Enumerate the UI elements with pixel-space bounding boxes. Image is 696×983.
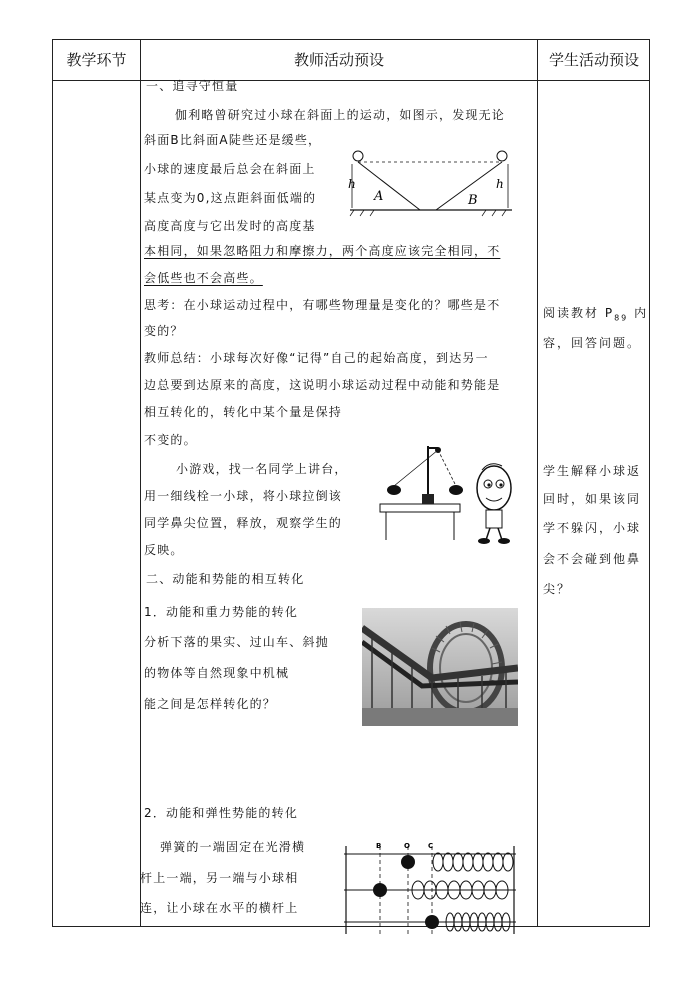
paragraph-line: 高度高度与它出发时的高度基 bbox=[144, 219, 316, 233]
teacher-summary: 相互转化的，转化中某个量是保持 bbox=[144, 405, 343, 419]
subsection1-title: 1．动能和重力势能的转化 bbox=[144, 605, 299, 619]
game-text: 用一细线栓一小球，将小球拉倒该 bbox=[144, 489, 343, 503]
paragraph-line-underlined: 会低些也不会高些。 bbox=[144, 271, 263, 285]
section2-title: 二、动能和势能的相互转化 bbox=[146, 572, 305, 586]
teacher-summary: 边总要到达原来的高度，这说明小球运动过程中动能和势能是 bbox=[144, 378, 501, 392]
subsection1-text: 能之间是怎样转化的？ bbox=[144, 697, 277, 711]
student-activity-2: 回时，如果该同 bbox=[543, 492, 642, 506]
incline-b-label: B bbox=[468, 193, 478, 208]
teacher-summary: 教师总结：小球每次好像“记得”自己的起始高度，到达另一 bbox=[144, 351, 489, 365]
student-activity-2: 会不会碰到他鼻 bbox=[543, 552, 642, 566]
section1-title: 一、追寻守恒量 bbox=[146, 79, 239, 93]
subsection2-title: 2．动能和弹性势能的转化 bbox=[144, 806, 299, 820]
subsection2-text: 连，让小球在水平的横杆上 bbox=[140, 901, 299, 915]
game-text: 同学鼻尖位置，释放，观察学生的 bbox=[144, 516, 343, 530]
student-activity-1: 容，回答问题。 bbox=[543, 336, 642, 350]
header-teacher-activity: 教师活动预设 bbox=[293, 51, 384, 69]
think-question: 思考：在小球运动过程中，有哪些物理量是变化的？哪些是不 bbox=[144, 298, 501, 312]
paragraph-line: 伽利略曾研究过小球在斜面上的运动，如图示，发现无论 bbox=[175, 108, 506, 122]
think-question: 变的？ bbox=[144, 324, 184, 338]
point-o-label: O bbox=[404, 842, 410, 850]
point-c-label: C bbox=[428, 842, 434, 850]
game-text: 小游戏，找一名同学上讲台， bbox=[176, 462, 348, 476]
column-divider bbox=[140, 40, 141, 926]
paragraph-line: 某点变为0,这点距斜面低端的 bbox=[144, 191, 317, 205]
teacher-summary: 不变的。 bbox=[144, 433, 197, 447]
height-label: h bbox=[348, 177, 356, 191]
header-teaching-stage: 教学环节 bbox=[66, 51, 127, 69]
header-divider bbox=[53, 80, 649, 81]
student-activity-2: 学生解释小球返 bbox=[543, 464, 642, 478]
student-activity-2: 尖？ bbox=[543, 582, 572, 596]
height-label: h bbox=[496, 177, 504, 191]
game-text: 反映。 bbox=[144, 543, 184, 557]
subsection1-text: 分析下落的果实、过山车、斜抛 bbox=[144, 635, 329, 649]
incline-diagram bbox=[346, 142, 516, 218]
roller-coaster-photo bbox=[362, 608, 518, 726]
subsection2-text: 弹簧的一端固定在光滑横 bbox=[160, 840, 306, 854]
paragraph-line: 小球的速度最后总会在斜面上 bbox=[144, 162, 316, 176]
subsection2-text: 杆上一端，另一端与小球相 bbox=[140, 871, 299, 885]
student-activity-1: 阅读教材 $P_{89}$ 内 bbox=[543, 306, 649, 323]
paragraph-line: 斜面B比斜面A陡些还是缓些， bbox=[144, 133, 322, 147]
incline-a-label: A bbox=[374, 189, 384, 204]
subsection1-text: 的物体等自然现象中机械 bbox=[144, 666, 290, 680]
point-b-label: B bbox=[376, 842, 382, 850]
pendulum-game-illustration bbox=[378, 440, 528, 548]
header-student-activity: 学生活动预设 bbox=[548, 51, 639, 69]
student-activity-2: 学不躲闪，小球 bbox=[543, 521, 642, 535]
paragraph-line-underlined: 本相同，如果忽略阻力和摩擦力，两个高度应该完全相同，不 bbox=[144, 244, 501, 258]
spring-oscillator-diagram bbox=[340, 840, 520, 936]
column-divider bbox=[537, 40, 538, 926]
